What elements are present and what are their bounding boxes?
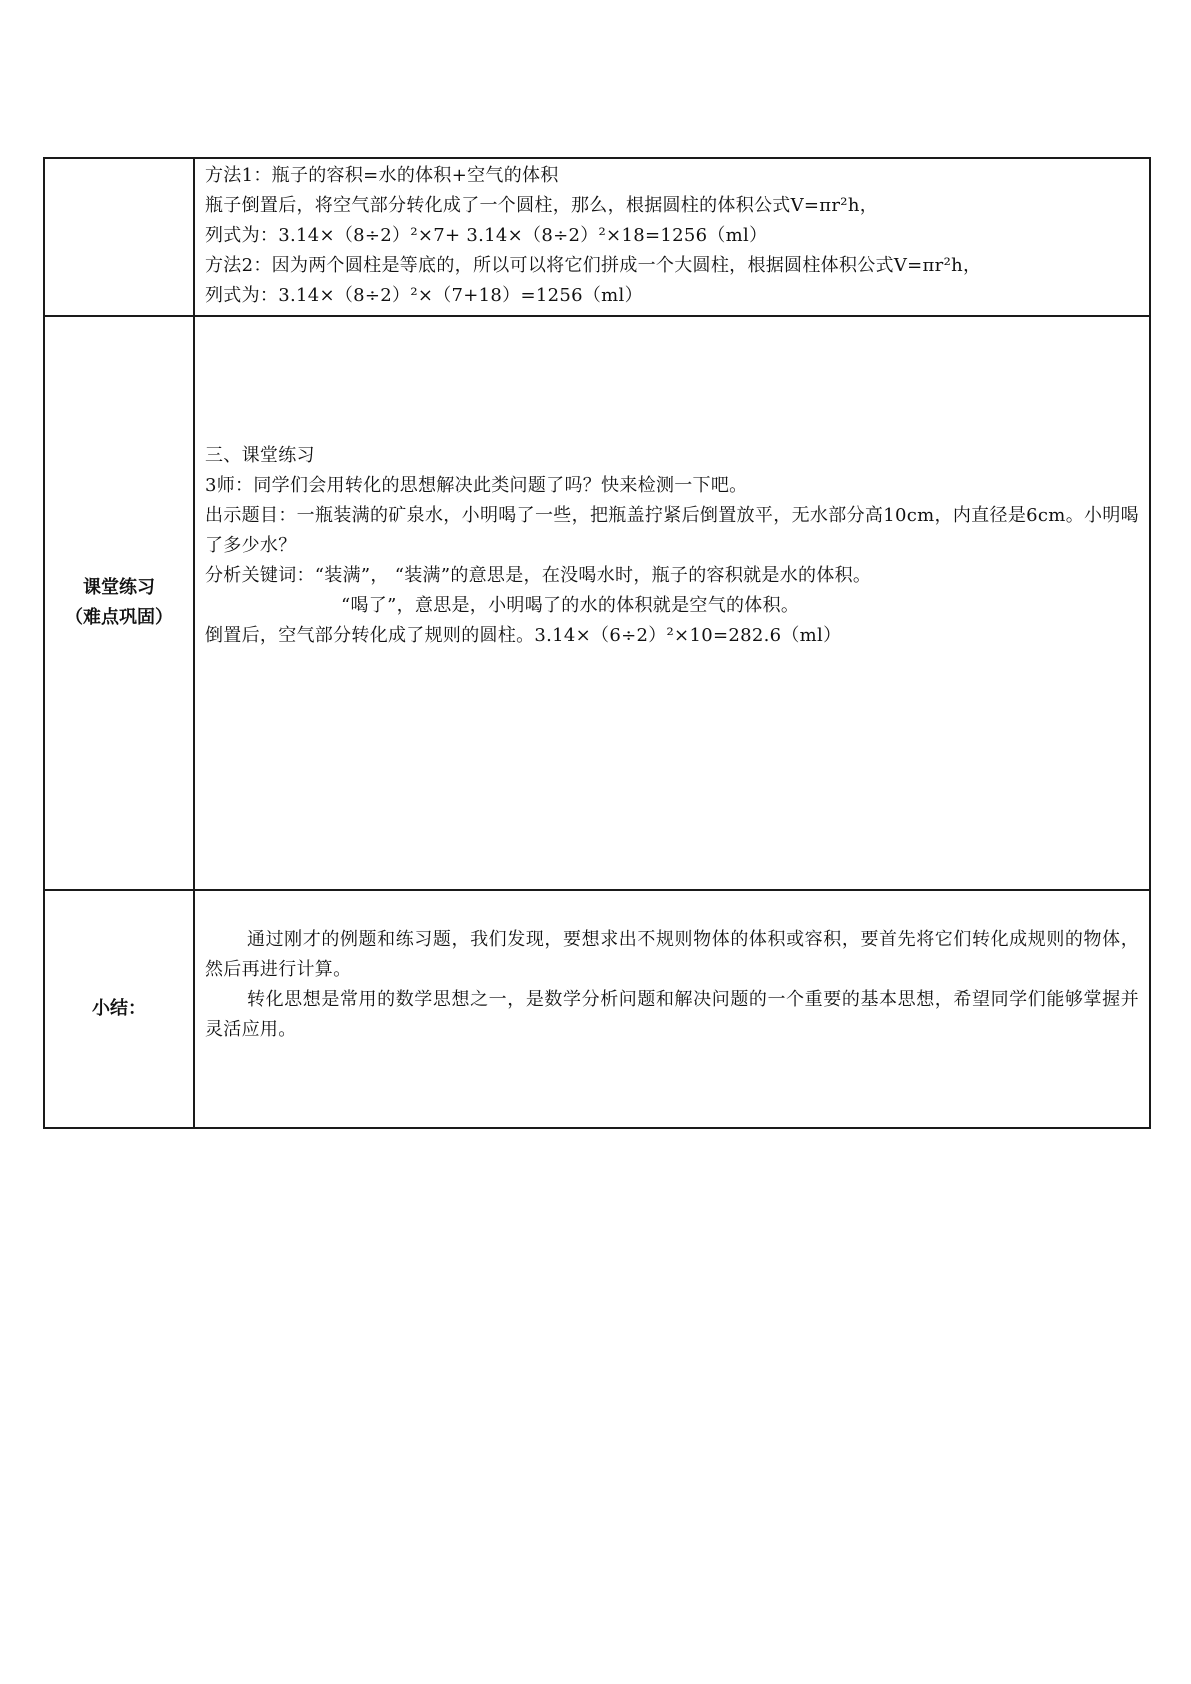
teacher-prompt: 3师：同学们会用转化的思想解决此类问题了吗？快来检测一下吧。 [205, 475, 748, 496]
summary-label: 小结： [92, 998, 146, 1019]
keyword-analysis-1: 分析关键词：“装满”， “装满”的意思是，在没喝水时，瓶子的容积就是水的体积。 [205, 565, 872, 586]
practice-heading: 三、课堂练习 [205, 445, 315, 466]
table-row [44, 316, 1150, 890]
method-1-formula: 列式为：3.14×（8÷2）²×7+ 3.14×（8÷2）²×18=1256（ml） [205, 225, 768, 246]
keyword-analysis-2: “喝了”，意思是，小明喝了的水的体积就是空气的体积。 [341, 595, 800, 616]
summary-content-cell [194, 890, 1150, 1128]
summary-paragraph-2: 转化思想是常用的数学思想之一，是数学分析问题和解决问题的一个重要的基本思想，希望同学们能够掌握并灵活应用。 [205, 989, 1139, 1040]
row-label-empty [44, 158, 194, 316]
practice-conclusion: 倒置后，空气部分转化成了规则的圆柱。3.14×（6÷2）²×10=282.6（ml） [205, 625, 842, 646]
lesson-plan-table [43, 157, 1151, 1129]
table-row [44, 890, 1150, 1128]
method-content-cell [194, 158, 1150, 316]
method-1-line: 方法1：瓶子的容积=水的体积+空气的体积 [205, 165, 559, 186]
practice-label: 课堂练习 [83, 577, 155, 598]
method-1-explanation: 瓶子倒置后，将空气部分转化成了一个圆柱，那么，根据圆柱的体积公式V=πr²h， [205, 195, 879, 216]
practice-sublabel: （难点巩固） [65, 607, 173, 628]
practice-label-cell [44, 316, 194, 890]
summary-label-cell [44, 890, 194, 1128]
summary-paragraph-1: 通过刚才的例题和练习题，我们发现，要想求出不规则物体的体积或容积，要首先将它们转化成规则的物体，然后再进行计算。 [205, 929, 1139, 980]
table-row [44, 158, 1150, 316]
practice-content-cell [194, 316, 1150, 890]
problem-statement: 出示题目：一瓶装满的矿泉水，小明喝了一些，把瓶盖拧紧后倒置放平，无水部分高10cm，内直径是6cm。小明喝了多少水？ [205, 505, 1139, 556]
method-2-line: 方法2：因为两个圆柱是等底的，所以可以将它们拼成一个大圆柱，根据圆柱体积公式V=πr²h， [205, 255, 982, 276]
method-2-formula: 列式为：3.14×（8÷2）²×（7+18）=1256（ml） [205, 285, 643, 306]
